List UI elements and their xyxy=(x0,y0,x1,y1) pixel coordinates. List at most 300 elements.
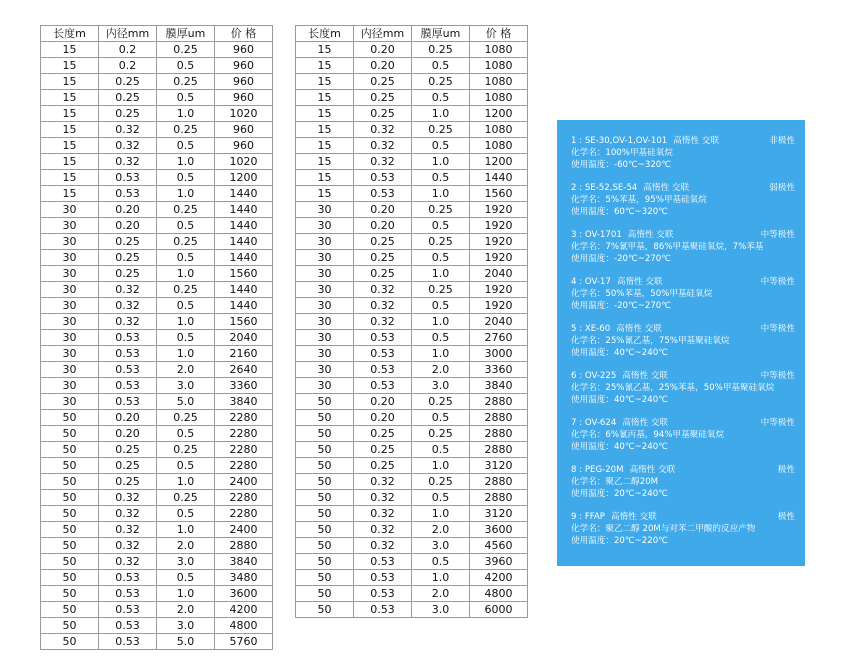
cell-length: 50 xyxy=(41,474,99,490)
table-row xyxy=(296,298,528,314)
cell-length: 30 xyxy=(296,362,354,378)
phase-polarity: 中等极性 xyxy=(760,230,795,240)
cell-inner-diameter: 0.25 xyxy=(99,234,157,250)
table-row xyxy=(296,570,528,586)
table-row xyxy=(41,58,273,74)
table-row xyxy=(296,202,528,218)
cell-inner-diameter: 0.53 xyxy=(354,170,412,186)
table-row xyxy=(41,74,273,90)
cell-inner-diameter: 0.32 xyxy=(99,122,157,138)
cell-price: 3120 xyxy=(470,458,528,474)
cell-inner-diameter: 0.20 xyxy=(354,58,412,74)
cell-price: 3600 xyxy=(470,522,528,538)
cell-film-thickness: 0.5 xyxy=(412,58,470,74)
cell-film-thickness: 0.25 xyxy=(412,202,470,218)
phase-name: 4 : OV-17 xyxy=(571,277,611,287)
phase-formula: 化学名：6%氰丙基，94%甲基聚硅氧烷 xyxy=(571,430,725,440)
cell-price: 3480 xyxy=(215,570,273,586)
cell-price: 960 xyxy=(215,58,273,74)
cell-inner-diameter: 0.53 xyxy=(99,634,157,650)
cell-price: 2880 xyxy=(470,410,528,426)
phase-entry xyxy=(571,182,795,218)
table-row xyxy=(296,522,528,538)
cell-inner-diameter: 0.53 xyxy=(354,186,412,202)
phase-polarity: 弱极性 xyxy=(769,183,795,193)
table-row xyxy=(296,426,528,442)
cell-film-thickness: 0.5 xyxy=(412,298,470,314)
cell-film-thickness: 2.0 xyxy=(157,362,215,378)
cell-price: 2040 xyxy=(470,314,528,330)
cell-length: 30 xyxy=(41,250,99,266)
cell-film-thickness: 1.0 xyxy=(412,266,470,282)
cell-length: 15 xyxy=(296,106,354,122)
cell-price: 1440 xyxy=(215,202,273,218)
phase-name: 3 : OV-1701 xyxy=(571,230,622,240)
cell-price: 1020 xyxy=(215,154,273,170)
cell-price: 6000 xyxy=(470,602,528,618)
table-row xyxy=(41,522,273,538)
header-film-thickness: 膜厚um xyxy=(412,26,470,42)
phase-heading xyxy=(571,464,795,476)
cell-film-thickness: 1.0 xyxy=(157,186,215,202)
cell-inner-diameter: 0.53 xyxy=(354,330,412,346)
cell-price: 1080 xyxy=(470,90,528,106)
cell-length: 30 xyxy=(296,378,354,394)
cell-length: 15 xyxy=(296,186,354,202)
cell-inner-diameter: 0.53 xyxy=(99,618,157,634)
cell-inner-diameter: 0.25 xyxy=(354,426,412,442)
cell-length: 30 xyxy=(296,234,354,250)
table-row xyxy=(296,346,528,362)
cell-film-thickness: 0.25 xyxy=(412,474,470,490)
table-row xyxy=(41,234,273,250)
cell-length: 30 xyxy=(296,282,354,298)
cell-inner-diameter: 0.20 xyxy=(99,202,157,218)
phase-name: 1 : SE-30,OV-1,OV-101 xyxy=(571,136,668,146)
header-price: 价 格 xyxy=(215,26,273,42)
table-row xyxy=(296,378,528,394)
phase-temperature: 使用温度：20℃~220℃ xyxy=(571,536,668,546)
cell-film-thickness: 0.5 xyxy=(157,330,215,346)
cell-inner-diameter: 0.53 xyxy=(99,570,157,586)
cell-inner-diameter: 0.25 xyxy=(354,90,412,106)
cell-length: 50 xyxy=(296,554,354,570)
header-inner-diameter: 内径mm xyxy=(99,26,157,42)
cell-film-thickness: 1.0 xyxy=(157,154,215,170)
phase-tag: 高惰性 交联 xyxy=(616,277,663,287)
cell-length: 30 xyxy=(296,218,354,234)
cell-inner-diameter: 0.25 xyxy=(354,250,412,266)
cell-price: 1020 xyxy=(215,106,273,122)
table-row xyxy=(41,218,273,234)
cell-film-thickness: 1.0 xyxy=(157,346,215,362)
cell-price: 1560 xyxy=(215,314,273,330)
table-row xyxy=(296,554,528,570)
cell-film-thickness: 0.25 xyxy=(157,234,215,250)
cell-length: 50 xyxy=(41,442,99,458)
cell-film-thickness: 0.5 xyxy=(412,138,470,154)
phase-temperature: 使用温度：-20℃~270℃ xyxy=(571,301,671,311)
cell-price: 1560 xyxy=(215,266,273,282)
phase-name: 5 : XE-60 xyxy=(571,324,611,334)
cell-price: 2280 xyxy=(215,506,273,522)
cell-film-thickness: 1.0 xyxy=(412,506,470,522)
cell-inner-diameter: 0.20 xyxy=(354,202,412,218)
cell-inner-diameter: 0.25 xyxy=(99,90,157,106)
table-row xyxy=(296,410,528,426)
cell-length: 50 xyxy=(296,458,354,474)
table-row xyxy=(41,538,273,554)
cell-inner-diameter: 0.32 xyxy=(99,138,157,154)
cell-price: 3000 xyxy=(470,346,528,362)
phase-tag: 高惰性 交联 xyxy=(673,136,719,146)
cell-film-thickness: 0.25 xyxy=(412,282,470,298)
cell-price: 2280 xyxy=(215,426,273,442)
cell-length: 15 xyxy=(296,170,354,186)
cell-film-thickness: 0.5 xyxy=(412,490,470,506)
cell-inner-diameter: 0.25 xyxy=(354,266,412,282)
cell-price: 960 xyxy=(215,42,273,58)
phase-temperature: 使用温度：-60℃~320℃ xyxy=(571,160,671,170)
cell-inner-diameter: 0.32 xyxy=(99,538,157,554)
cell-inner-diameter: 0.53 xyxy=(99,170,157,186)
cell-length: 50 xyxy=(296,570,354,586)
cell-film-thickness: 3.0 xyxy=(157,554,215,570)
cell-length: 30 xyxy=(41,378,99,394)
cell-film-thickness: 0.5 xyxy=(412,170,470,186)
cell-price: 2880 xyxy=(470,442,528,458)
cell-price: 1440 xyxy=(470,170,528,186)
table-row xyxy=(296,458,528,474)
cell-inner-diameter: 0.2 xyxy=(99,42,157,58)
cell-length: 50 xyxy=(296,410,354,426)
cell-film-thickness: 0.25 xyxy=(412,74,470,90)
table-row xyxy=(296,154,528,170)
cell-length: 50 xyxy=(41,618,99,634)
cell-inner-diameter: 0.20 xyxy=(354,42,412,58)
table-row xyxy=(296,538,528,554)
cell-inner-diameter: 0.32 xyxy=(354,154,412,170)
phase-entry xyxy=(571,370,795,406)
header-film-thickness: 膜厚um xyxy=(157,26,215,42)
phase-temperature: 使用温度：20℃~240℃ xyxy=(571,489,668,499)
table-row xyxy=(296,442,528,458)
cell-length: 30 xyxy=(41,330,99,346)
cell-film-thickness: 1.0 xyxy=(412,570,470,586)
cell-inner-diameter: 0.20 xyxy=(99,218,157,234)
cell-length: 50 xyxy=(41,410,99,426)
cell-length: 30 xyxy=(41,346,99,362)
table-row xyxy=(296,218,528,234)
cell-inner-diameter: 0.32 xyxy=(354,282,412,298)
cell-film-thickness: 0.5 xyxy=(157,570,215,586)
cell-price: 4560 xyxy=(470,538,528,554)
cell-film-thickness: 1.0 xyxy=(412,458,470,474)
cell-film-thickness: 0.5 xyxy=(157,218,215,234)
cell-price: 1080 xyxy=(470,138,528,154)
header-length: 长度m xyxy=(296,26,354,42)
cell-film-thickness: 0.5 xyxy=(412,410,470,426)
cell-film-thickness: 1.0 xyxy=(157,106,215,122)
cell-film-thickness: 0.25 xyxy=(157,74,215,90)
cell-film-thickness: 1.0 xyxy=(412,154,470,170)
table-row xyxy=(41,330,273,346)
cell-length: 50 xyxy=(296,538,354,554)
phase-polarity: 中等极性 xyxy=(760,418,795,428)
phase-formula: 化学名：25%氰乙基，25%苯基，50%甲基聚硅氧烷 xyxy=(571,383,775,393)
cell-price: 2640 xyxy=(215,362,273,378)
table-row xyxy=(296,266,528,282)
price-table-right xyxy=(295,25,528,618)
table-row xyxy=(41,394,273,410)
cell-price: 3360 xyxy=(470,362,528,378)
cell-price: 4200 xyxy=(470,570,528,586)
cell-price: 1920 xyxy=(470,250,528,266)
phase-temperature: 使用温度：60℃~320℃ xyxy=(571,207,668,217)
table-row xyxy=(296,138,528,154)
cell-film-thickness: 0.5 xyxy=(412,218,470,234)
cell-inner-diameter: 0.53 xyxy=(99,186,157,202)
cell-inner-diameter: 0.20 xyxy=(99,426,157,442)
table-row xyxy=(41,362,273,378)
cell-inner-diameter: 0.32 xyxy=(354,490,412,506)
cell-length: 30 xyxy=(41,394,99,410)
cell-inner-diameter: 0.53 xyxy=(99,378,157,394)
cell-inner-diameter: 0.53 xyxy=(354,586,412,602)
cell-length: 15 xyxy=(296,42,354,58)
cell-film-thickness: 3.0 xyxy=(412,378,470,394)
phase-name: 8 : PEG-20M xyxy=(571,465,624,475)
cell-price: 2880 xyxy=(215,538,273,554)
table-row xyxy=(296,330,528,346)
table-row xyxy=(296,474,528,490)
phase-formula: 化学名：聚乙二醇 20M与对苯二甲酸的反应产物 xyxy=(571,524,756,534)
phase-name: 2 : SE-52,SE-54 xyxy=(571,183,638,193)
cell-inner-diameter: 0.53 xyxy=(99,330,157,346)
cell-price: 960 xyxy=(215,138,273,154)
phase-name: 6 : OV-225 xyxy=(571,371,617,381)
cell-length: 50 xyxy=(41,538,99,554)
cell-inner-diameter: 0.32 xyxy=(354,538,412,554)
cell-inner-diameter: 0.25 xyxy=(99,442,157,458)
phase-heading xyxy=(571,182,795,194)
cell-inner-diameter: 0.53 xyxy=(354,554,412,570)
table-row xyxy=(296,234,528,250)
phase-temperature: 使用温度：40℃~240℃ xyxy=(571,442,668,452)
cell-price: 2400 xyxy=(215,522,273,538)
cell-inner-diameter: 0.25 xyxy=(99,106,157,122)
cell-price: 1080 xyxy=(470,74,528,90)
phase-formula: 化学名：5%苯基，95%甲基硅氧烷 xyxy=(571,195,707,205)
cell-price: 1200 xyxy=(470,106,528,122)
cell-length: 50 xyxy=(41,458,99,474)
cell-film-thickness: 0.5 xyxy=(157,58,215,74)
table-row xyxy=(41,138,273,154)
cell-price: 3600 xyxy=(215,586,273,602)
table-row xyxy=(41,554,273,570)
phase-entry xyxy=(571,276,795,312)
phase-formula: 化学名：7%氰甲基，86%甲基聚硅氧烷，7%苯基 xyxy=(571,242,764,252)
table-row xyxy=(41,42,273,58)
cell-length: 50 xyxy=(296,394,354,410)
cell-length: 50 xyxy=(296,474,354,490)
cell-price: 2880 xyxy=(470,394,528,410)
cell-film-thickness: 0.5 xyxy=(412,442,470,458)
phase-formula: 化学名：25%氰乙基，75%甲基聚硅氧烷 xyxy=(571,336,730,346)
cell-inner-diameter: 0.53 xyxy=(354,602,412,618)
cell-length: 30 xyxy=(41,362,99,378)
cell-inner-diameter: 0.20 xyxy=(99,410,157,426)
cell-film-thickness: 0.25 xyxy=(157,202,215,218)
table-row xyxy=(296,106,528,122)
table-row xyxy=(41,506,273,522)
cell-length: 30 xyxy=(41,218,99,234)
phase-temperature: 使用温度：-20℃~270℃ xyxy=(571,254,671,264)
cell-inner-diameter: 0.25 xyxy=(99,458,157,474)
cell-inner-diameter: 0.25 xyxy=(99,266,157,282)
cell-length: 15 xyxy=(296,58,354,74)
cell-length: 15 xyxy=(41,90,99,106)
stationary-phase-info-panel xyxy=(557,120,805,566)
cell-price: 1080 xyxy=(470,42,528,58)
cell-inner-diameter: 0.53 xyxy=(354,346,412,362)
cell-price: 3120 xyxy=(470,506,528,522)
cell-inner-diameter: 0.32 xyxy=(354,522,412,538)
cell-price: 3840 xyxy=(470,378,528,394)
cell-length: 50 xyxy=(296,586,354,602)
cell-length: 15 xyxy=(296,74,354,90)
phase-temperature: 使用温度：40℃~240℃ xyxy=(571,395,668,405)
cell-film-thickness: 0.25 xyxy=(157,282,215,298)
cell-film-thickness: 1.0 xyxy=(412,346,470,362)
cell-length: 50 xyxy=(296,506,354,522)
cell-film-thickness: 0.5 xyxy=(157,426,215,442)
cell-inner-diameter: 0.32 xyxy=(99,554,157,570)
cell-length: 15 xyxy=(296,154,354,170)
cell-price: 3360 xyxy=(215,378,273,394)
cell-film-thickness: 2.0 xyxy=(412,362,470,378)
cell-length: 15 xyxy=(41,170,99,186)
cell-price: 960 xyxy=(215,74,273,90)
cell-film-thickness: 1.0 xyxy=(157,314,215,330)
cell-film-thickness: 0.25 xyxy=(412,426,470,442)
cell-film-thickness: 2.0 xyxy=(157,602,215,618)
phase-tag: 高惰性 交联 xyxy=(643,183,690,193)
cell-price: 2880 xyxy=(470,490,528,506)
cell-film-thickness: 5.0 xyxy=(157,634,215,650)
table-row xyxy=(296,602,528,618)
table-row xyxy=(41,282,273,298)
cell-inner-diameter: 0.53 xyxy=(354,570,412,586)
cell-length: 30 xyxy=(41,202,99,218)
cell-inner-diameter: 0.53 xyxy=(99,586,157,602)
phase-heading xyxy=(571,370,795,382)
table-row xyxy=(41,378,273,394)
cell-film-thickness: 0.25 xyxy=(412,42,470,58)
cell-film-thickness: 3.0 xyxy=(157,378,215,394)
cell-film-thickness: 0.5 xyxy=(412,250,470,266)
cell-length: 15 xyxy=(296,138,354,154)
cell-inner-diameter: 0.20 xyxy=(354,394,412,410)
cell-inner-diameter: 0.2 xyxy=(99,58,157,74)
cell-price: 1080 xyxy=(470,122,528,138)
cell-length: 30 xyxy=(296,202,354,218)
cell-length: 50 xyxy=(296,442,354,458)
cell-length: 15 xyxy=(41,106,99,122)
table-row xyxy=(41,410,273,426)
table-row xyxy=(41,618,273,634)
cell-length: 30 xyxy=(296,266,354,282)
cell-film-thickness: 1.0 xyxy=(157,266,215,282)
table-row xyxy=(41,426,273,442)
cell-inner-diameter: 0.25 xyxy=(354,74,412,90)
cell-length: 15 xyxy=(41,122,99,138)
table-row xyxy=(41,602,273,618)
phase-heading xyxy=(571,417,795,429)
cell-price: 2280 xyxy=(215,442,273,458)
cell-length: 30 xyxy=(296,298,354,314)
phase-polarity: 极性 xyxy=(777,465,795,475)
table-row xyxy=(296,122,528,138)
cell-length: 50 xyxy=(41,490,99,506)
cell-price: 1920 xyxy=(470,282,528,298)
cell-inner-diameter: 0.32 xyxy=(99,154,157,170)
cell-inner-diameter: 0.32 xyxy=(354,506,412,522)
phase-temperature: 使用温度：40℃~240℃ xyxy=(571,348,668,358)
cell-film-thickness: 5.0 xyxy=(157,394,215,410)
cell-film-thickness: 1.0 xyxy=(412,314,470,330)
table-row xyxy=(296,42,528,58)
cell-length: 30 xyxy=(296,314,354,330)
cell-price: 1920 xyxy=(470,298,528,314)
cell-length: 30 xyxy=(41,314,99,330)
cell-film-thickness: 0.5 xyxy=(157,138,215,154)
phase-entry xyxy=(571,417,795,453)
table-row xyxy=(41,106,273,122)
phase-tag: 高惰性 交联 xyxy=(622,371,669,381)
cell-price: 1920 xyxy=(470,234,528,250)
price-table-left xyxy=(40,25,273,650)
cell-inner-diameter: 0.25 xyxy=(354,234,412,250)
cell-length: 30 xyxy=(41,298,99,314)
cell-film-thickness: 0.5 xyxy=(412,554,470,570)
cell-inner-diameter: 0.53 xyxy=(354,378,412,394)
table-row xyxy=(41,490,273,506)
cell-inner-diameter: 0.32 xyxy=(99,298,157,314)
phase-tag: 高惰性 交联 xyxy=(610,512,657,522)
header-price: 价 格 xyxy=(470,26,528,42)
table-row xyxy=(41,458,273,474)
cell-film-thickness: 0.25 xyxy=(412,234,470,250)
cell-inner-diameter: 0.25 xyxy=(354,106,412,122)
cell-price: 1560 xyxy=(470,186,528,202)
cell-length: 50 xyxy=(41,634,99,650)
phase-heading xyxy=(571,229,795,241)
header-length: 长度m xyxy=(41,26,99,42)
cell-film-thickness: 1.0 xyxy=(412,186,470,202)
cell-inner-diameter: 0.32 xyxy=(354,314,412,330)
cell-price: 1440 xyxy=(215,282,273,298)
cell-film-thickness: 1.0 xyxy=(412,106,470,122)
table-row xyxy=(41,442,273,458)
cell-price: 1440 xyxy=(215,298,273,314)
phase-formula: 化学名：50%苯基，50%甲基硅氧烷 xyxy=(571,289,713,299)
cell-film-thickness: 0.5 xyxy=(157,90,215,106)
cell-price: 1200 xyxy=(215,170,273,186)
cell-price: 3960 xyxy=(470,554,528,570)
cell-film-thickness: 0.5 xyxy=(157,250,215,266)
cell-price: 1200 xyxy=(470,154,528,170)
